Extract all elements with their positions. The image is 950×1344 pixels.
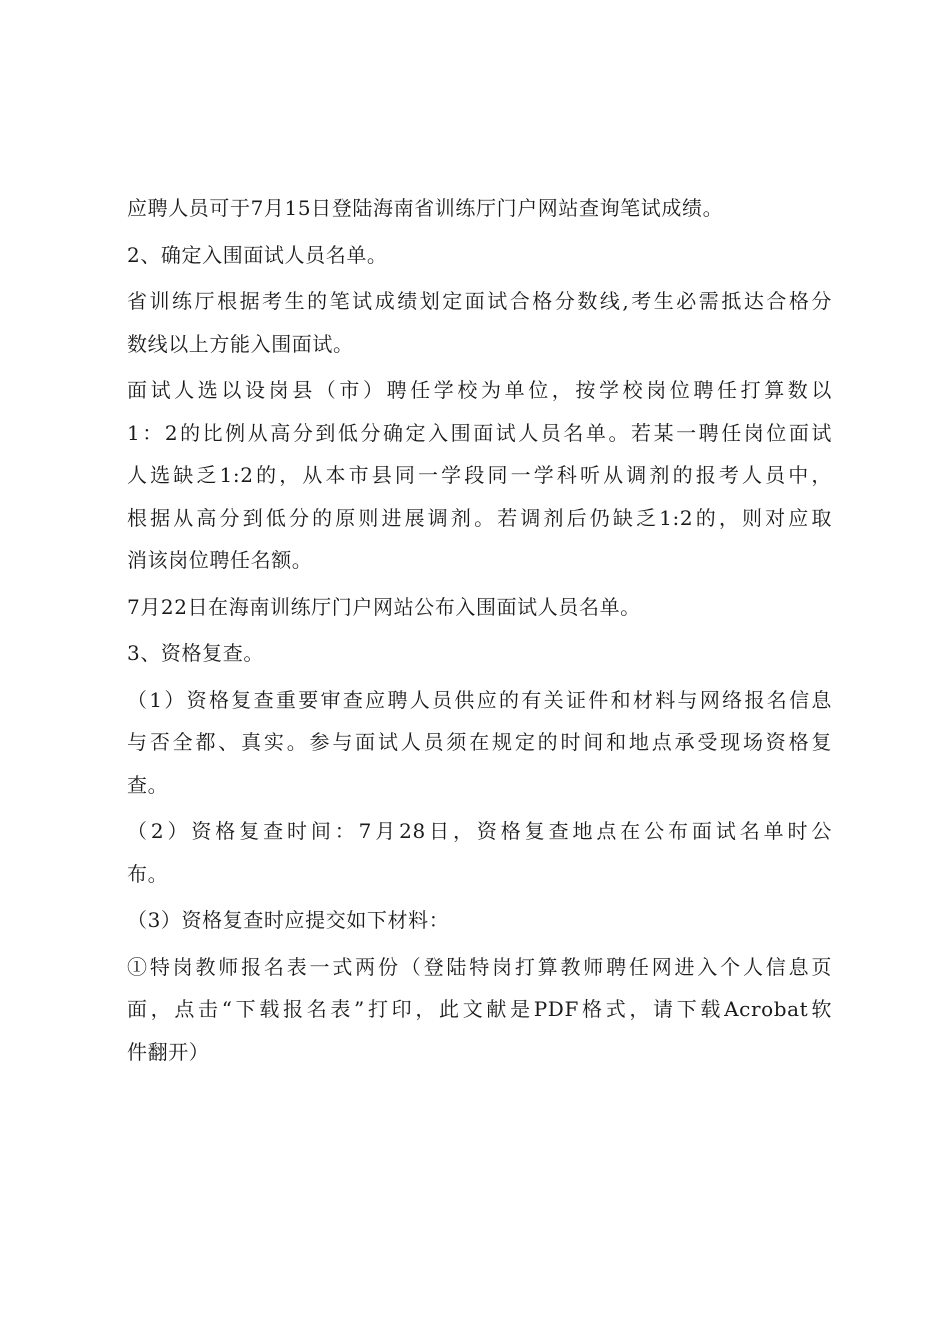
text-line: （1）资格复查重要审查应聘人员供应的有关证件和材料与网络报名信息	[127, 687, 832, 712]
paragraph-5	[127, 586, 832, 629]
text-line: （2）资格复查时间：7月28日，资格复查地点在公布面试名单时公	[127, 819, 832, 843]
text-line: 1：2的比例从高分到低分确定入围面试人员名单。若某一聘任岗位面试	[127, 420, 832, 445]
text-line: 布。	[127, 861, 169, 886]
text-line: 数线以上方能入围面试。	[127, 331, 354, 356]
text-line: 面试人选以设岗县（市）聘任学校为单位，按学校岗位聘任打算数以	[127, 378, 832, 402]
paragraph-7	[127, 679, 832, 807]
text-line: 省训练厅根据考生的笔试成绩划定面试合格分数线,考生必需抵达合格分	[127, 289, 832, 313]
paragraph-2	[127, 234, 832, 277]
text-line: ①特岗教师报名表一式两份（登陆特岗打算教师聘任网进入个人信息页	[127, 954, 832, 979]
text-line: 查。	[127, 772, 169, 797]
text-line: 7月22日在海南训练厅门户网站公布入围面试人员名单。	[127, 594, 641, 619]
section-heading: 3、资格复查。	[127, 641, 264, 665]
paragraph-6	[127, 632, 832, 675]
text-line: 与否全都、真实。参与面试人员须在规定的时间和地点承受现场资格复	[127, 730, 832, 754]
text-line: 件翻开）	[127, 1039, 210, 1064]
text-line: 根据从高分到低分的原则进展调剂。若调剂后仍缺乏1:2的，则对应取	[127, 505, 832, 530]
paragraph-10	[127, 946, 832, 1074]
paragraph-4	[127, 369, 832, 582]
document-body	[127, 187, 832, 1077]
text-line: 消该岗位聘任名额。	[127, 548, 313, 572]
section-heading: 2、确定入围面试人员名单。	[127, 242, 388, 267]
text-line: （3）资格复查时应提交如下材料：	[127, 908, 450, 932]
text-line: 应聘人员可于7月15日登陆海南省训练厅门户网站查询笔试成绩。	[127, 196, 724, 220]
text-line: 面，点击“下载报名表”打印，此文献是PDF格式，请下载Acrobat软	[127, 997, 832, 1021]
paragraph-1	[127, 187, 832, 230]
paragraph-9	[127, 899, 832, 942]
paragraph-3	[127, 280, 832, 365]
text-line: 人选缺乏1:2的，从本市县同一学段同一学科听从调剂的报考人员中，	[127, 463, 832, 487]
paragraph-8	[127, 810, 832, 895]
